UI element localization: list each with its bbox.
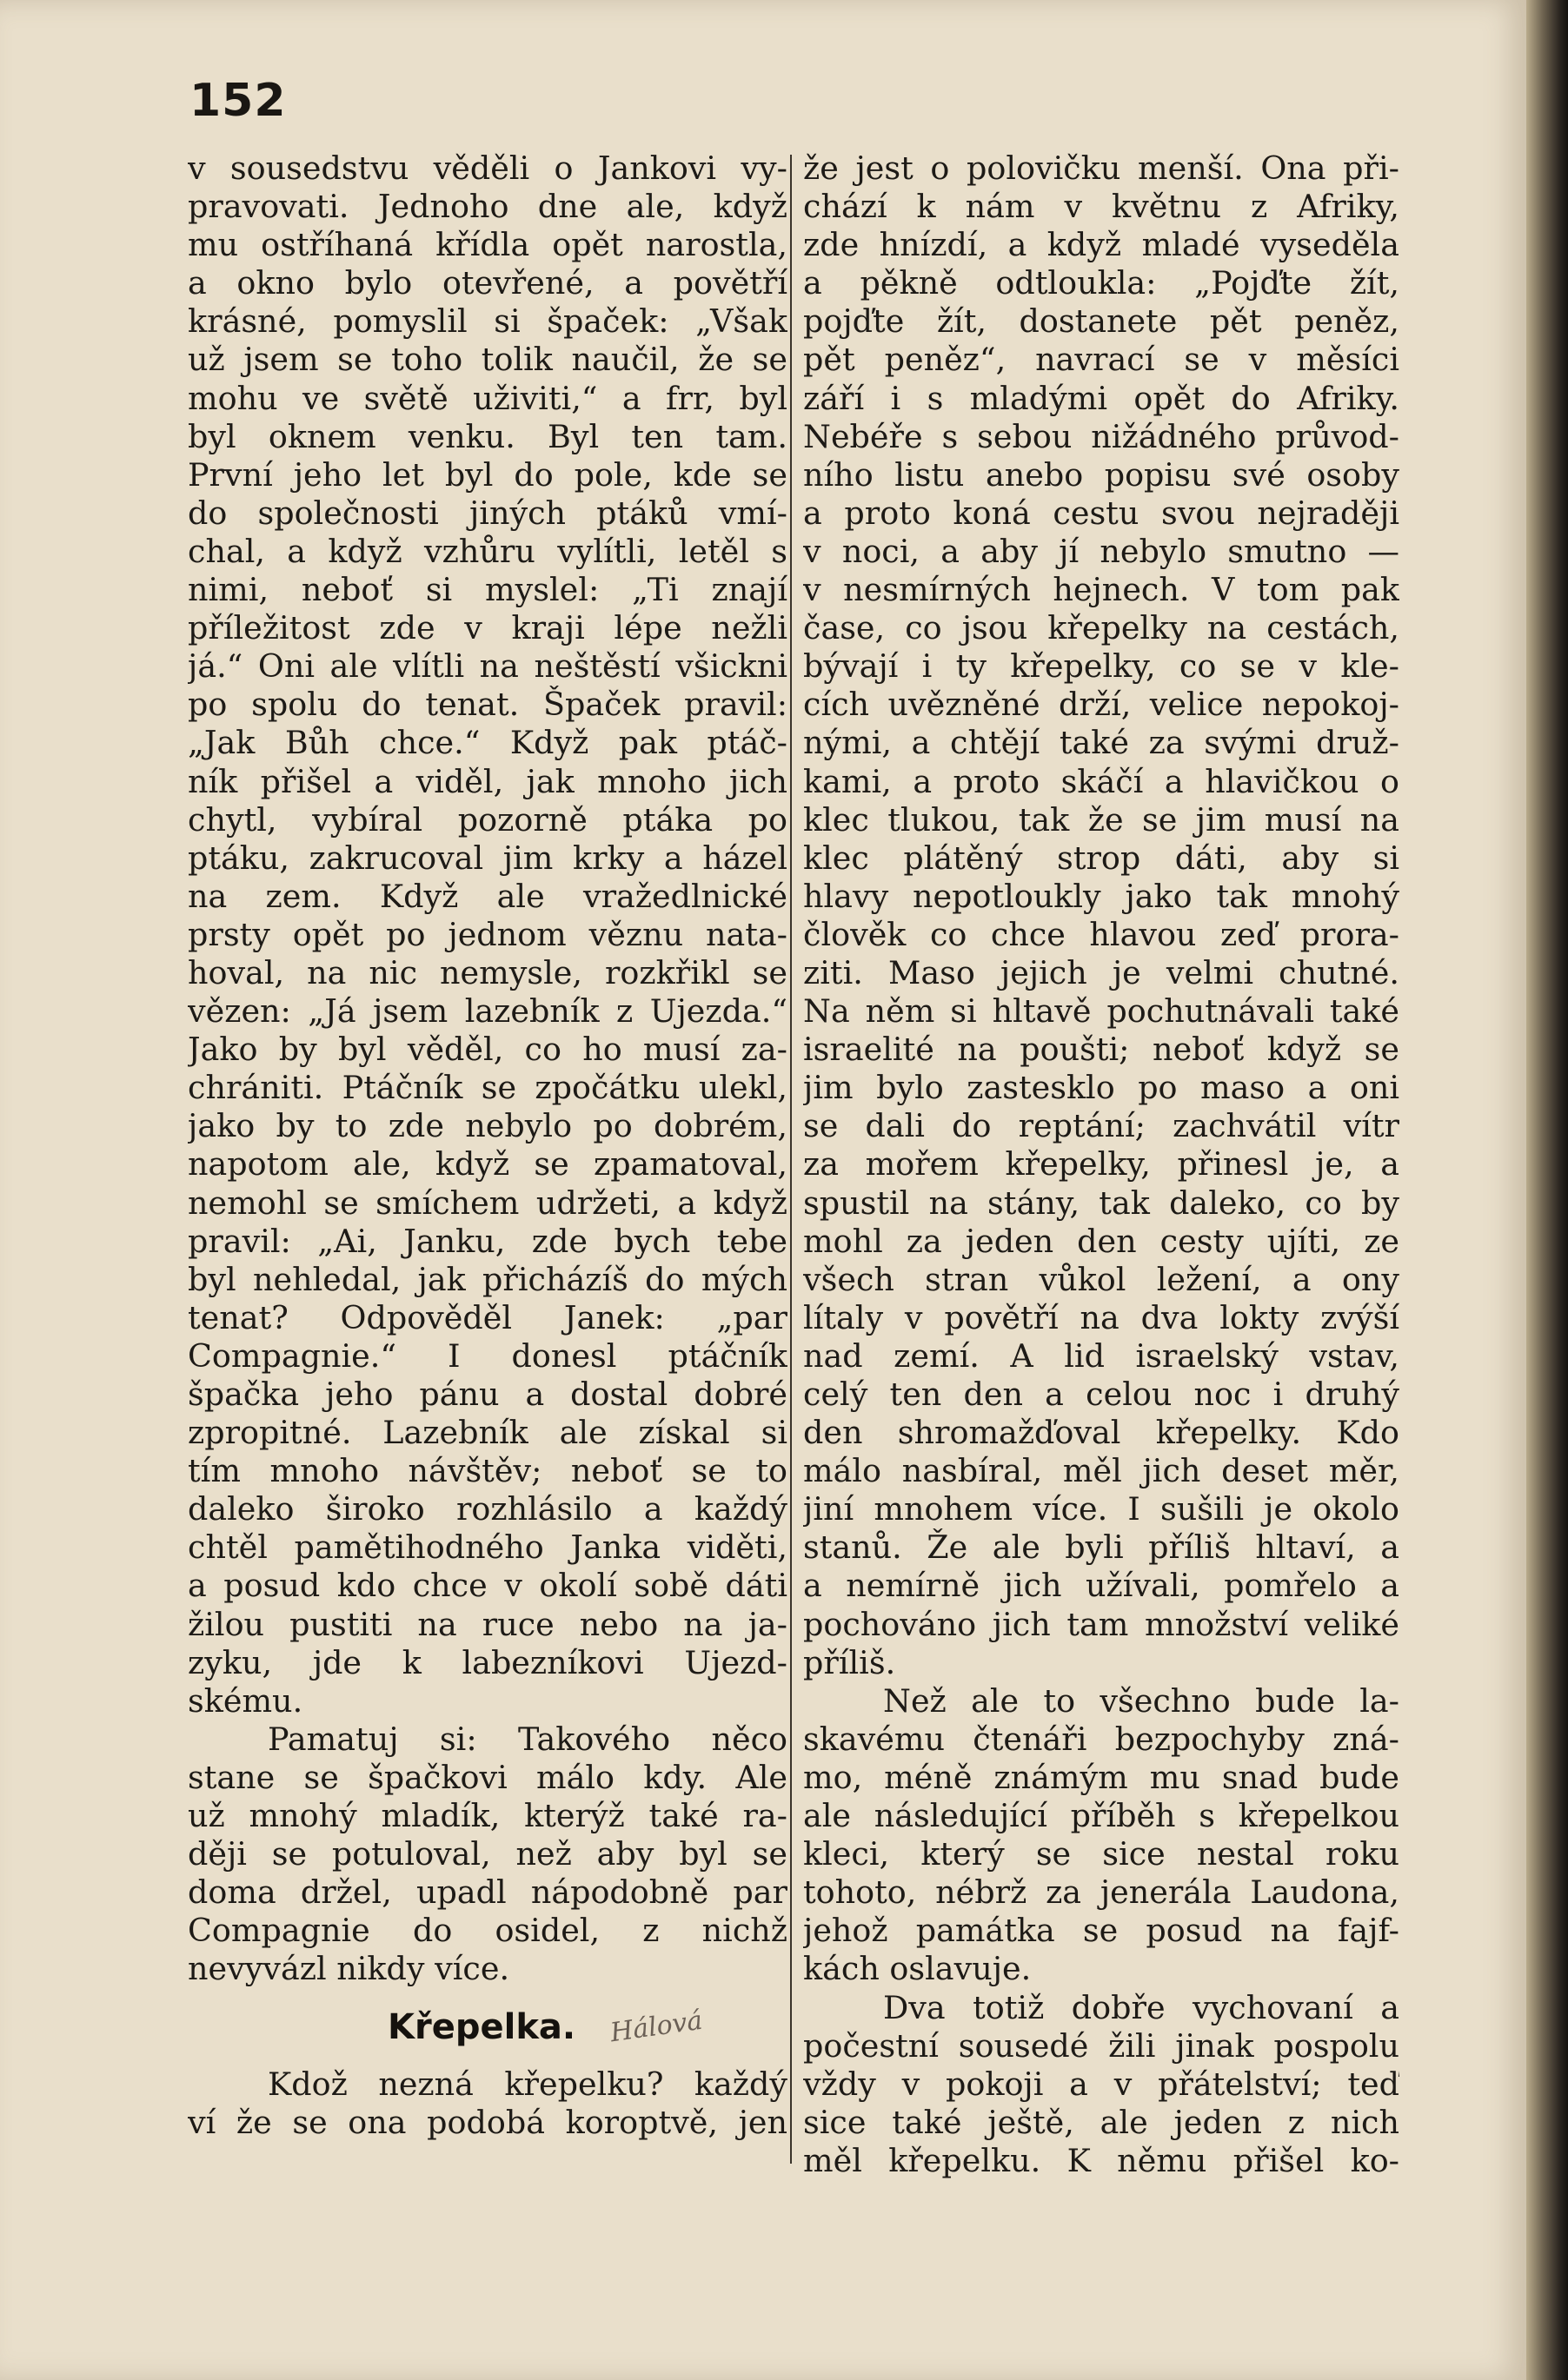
text-line: ví že se ona podobá koroptvě, jen <box>188 2103 787 2141</box>
text-line: nemohl se smíchem udržeti, a když <box>188 1183 787 1222</box>
text-line: v nesmírných hejnech. V tom pak <box>803 571 1399 609</box>
text-line: už mnohý mladík, kterýž také ra- <box>188 1797 787 1835</box>
text-line: Jako by byl věděl, co ho musí za- <box>188 1031 787 1069</box>
text-line: jako by to zde nebylo po dobrém, <box>188 1107 787 1145</box>
text-line: První jeho let byl do pole, kde se <box>188 455 787 494</box>
text-line: pravil: „Ai, Janku, zde bych tebe <box>188 1222 787 1260</box>
text-line: kách oslavuje. <box>803 1950 1032 1988</box>
text-line: ziti. Maso jejich je velmi chutné. <box>803 953 1399 991</box>
text-line: tenat? Odpověděl Janek: „par <box>188 1298 787 1336</box>
text-line: lítaly v povětří na dva lokty zvýší <box>803 1298 1399 1336</box>
text-line: chází k nám v květnu z Afriky, <box>803 188 1399 226</box>
text-line: Compagnie.“ I donesl ptáčník <box>188 1336 787 1375</box>
text-line: spustil na stány, tak daleko, co by <box>803 1183 1399 1222</box>
text-line: byl oknem venku. Byl ten tam. <box>188 417 787 455</box>
text-line: pojďte žít, dostanete pět peněz, <box>803 302 1399 341</box>
text-line: mu ostříhaná křídla opět narostla, <box>188 226 787 264</box>
text-line: zyku, jde k labezníkovi Ujezd- <box>188 1643 787 1681</box>
text-line: a posud kdo chce v okolí sobě dáti <box>188 1567 787 1605</box>
text-line: napotom ale, když se zpamatoval, <box>188 1145 787 1183</box>
text-line: vězen: „Já jsem lazebník z Ujezda.“ <box>188 992 787 1031</box>
text-line: kami, a proto skáčí a hlavičkou o <box>803 762 1399 800</box>
text-line: ptáku, zakrucoval jim krky a házel <box>188 839 787 877</box>
text-line: se dali do reptání; zachvátil vítr <box>803 1107 1399 1145</box>
text-line: v noci, a aby jí nebylo smutno — <box>803 532 1399 570</box>
book-edge <box>1526 0 1568 2380</box>
text-line: ník přišel a viděl, jak mnoho jich <box>188 762 787 800</box>
text-line: zde hnízdí, a když mladé vyseděla <box>803 226 1399 264</box>
text-line: za mořem křepelky, přinesl je, a <box>803 1145 1399 1183</box>
text-line: do společnosti jiných ptáků vmí- <box>188 494 787 532</box>
text-line: kleci, který se sice nestal roku <box>803 1835 1399 1873</box>
text-line: doma držel, upadl nápodobně par <box>188 1873 787 1912</box>
page-number: 152 <box>189 75 287 127</box>
text-line: israelité na poušti; neboť když se <box>803 1031 1399 1069</box>
text-line: daleko široko rozhlásilo a každý <box>188 1490 787 1528</box>
text-line: měl křepelku. K němu přišel ko- <box>803 2141 1399 2179</box>
text-line: a pěkně odtloukla: „Pojďte žít, <box>803 264 1399 302</box>
text-line: Nebéře s sebou nižádného průvod- <box>803 417 1399 455</box>
text-line: klec plátěný strop dáti, aby si <box>803 839 1399 877</box>
text-line: bývají i ty křepelky, co se v kle- <box>803 647 1399 686</box>
text-line: nad zemí. A lid israelský vstav, <box>803 1336 1399 1375</box>
text-line: že jest o polovičku menší. Ona při- <box>803 149 1399 187</box>
text-line: málo nasbíral, měl jich deset měr, <box>803 1452 1399 1490</box>
text-line: chtěl pamětihodného Janka viděti, <box>188 1528 787 1567</box>
text-line: na zem. Když ale vražedlnické <box>188 877 787 915</box>
section-heading: Křepelka. <box>388 2006 576 2047</box>
handwritten-annotation: Hálová <box>608 2005 705 2048</box>
text-line: cích uvězněné drží, velice nepokoj- <box>803 686 1399 724</box>
text-line: nimi, neboť si myslel: „Ti znají <box>188 571 787 609</box>
text-line: já.“ Oni ale vlítli na neštěstí všickni <box>188 647 787 686</box>
text-line: prsty opět po jednom věznu nata- <box>188 915 787 953</box>
left-column <box>188 149 787 2142</box>
text-line: žilou pustiti na ruce nebo na ja- <box>188 1605 787 1643</box>
text-line: skavému čtenáři bezpochyby zná- <box>803 1720 1399 1758</box>
text-line: jim bylo zastesklo po maso a oni <box>803 1069 1399 1107</box>
text-line: Než ale to všechno bude la- <box>883 1681 1399 1720</box>
text-line: hoval, na nic nemysle, rozkřikl se <box>188 953 787 991</box>
text-line: a nemírně jich užívali, pomřelo a <box>803 1567 1399 1605</box>
text-line: tohoto, nébrž za jenerála Laudona, <box>803 1873 1399 1912</box>
right-column <box>803 149 1399 2180</box>
text-line: čase, co jsou křepelky na cestách, <box>803 609 1399 647</box>
text-line: ale následující příběh s křepelkou <box>803 1797 1399 1835</box>
text-line: „Jak Bůh chce.“ Když pak ptáč- <box>188 724 787 762</box>
text-line: mohu ve světě uživiti,“ a frr, byl <box>188 379 787 417</box>
text-line: jiní mnohem více. I sušili je okolo <box>803 1490 1399 1528</box>
text-line: chrániti. Ptáčník se zpočátku ulekl, <box>188 1069 787 1107</box>
text-line: byl nehledal, jak přicházíš do mých <box>188 1260 787 1298</box>
text-line: nevyvázl nikdy více. <box>188 1950 510 1988</box>
text-line: září i s mladými opět do Afriky. <box>803 379 1399 417</box>
text-line: klec tlukou, tak že se jim musí na <box>803 800 1399 839</box>
text-line: v sousedstvu věděli o Jankovi vy- <box>188 149 787 187</box>
text-line: krásné, pomyslil si špaček: „Však <box>188 302 787 341</box>
text-line: Kdož nezná křepelku? každý <box>268 2065 787 2103</box>
text-line: den shromažďoval křepelky. Kdo <box>803 1414 1399 1452</box>
text-line: Pamatuj si: Takového něco <box>268 1720 787 1758</box>
text-line: a proto koná cestu svou nejraději <box>803 494 1399 532</box>
text-line: už jsem se toho tolik naučil, že se <box>188 341 787 379</box>
text-line: a okno bylo otevřené, a povětří <box>188 264 787 302</box>
section-heading-row <box>188 1989 787 2065</box>
text-line: zpropitné. Lazebník ale získal si <box>188 1414 787 1452</box>
text-line: všech stran vůkol ležení, a ony <box>803 1260 1399 1298</box>
text-line: člověk co chce hlavou zeď prora- <box>803 915 1399 953</box>
text-line: jehož památka se posud na fajf- <box>803 1912 1399 1950</box>
text-line: ději se potuloval, než aby byl se <box>188 1835 787 1873</box>
text-line: nými, a chtějí také za svými druž- <box>803 724 1399 762</box>
text-line: pět peněz“, navrací se v měsíci <box>803 341 1399 379</box>
column-divider <box>790 155 792 2164</box>
text-line: chal, a když vzhůru vylítli, letěl s <box>188 532 787 570</box>
text-line: pochováno jich tam množství veliké <box>803 1605 1399 1643</box>
text-line: stanů. Že ale byli příliš hltaví, a <box>803 1528 1399 1567</box>
text-line: tím mnoho návštěv; neboť se to <box>188 1452 787 1490</box>
text-line: mohl za jeden den cesty ujíti, ze <box>803 1222 1399 1260</box>
text-line: Compagnie do osidel, z nichž <box>188 1912 787 1950</box>
text-line: po spolu do tenat. Špaček pravil: <box>188 686 787 724</box>
text-line: vždy v pokoji a v přátelství; teď <box>803 2065 1399 2103</box>
text-line: počestní sousedé žili jinak pospolu <box>803 2026 1399 2065</box>
text-line: příležitost zde v kraji lépe nežli <box>188 609 787 647</box>
text-line: sice také ještě, ale jeden z nich <box>803 2103 1399 2141</box>
text-line: Dva totiž dobře vychovaní a <box>883 1988 1399 2026</box>
text-line: hlavy nepotloukly jako tak mnohý <box>803 877 1399 915</box>
text-line: celý ten den a celou noc i druhý <box>803 1376 1399 1413</box>
text-line: ního listu anebo popisu své osoby <box>803 455 1399 494</box>
text-line: příliš. <box>803 1643 896 1681</box>
text-line: skému. <box>188 1681 303 1720</box>
text-line: stane se špačkovi málo kdy. Ale <box>188 1758 787 1796</box>
text-line: mo, méně známým mu snad bude <box>803 1758 1399 1796</box>
text-line: špačka jeho pánu a dostal dobré <box>188 1376 787 1413</box>
text-line: pravovati. Jednoho dne ale, když <box>188 188 787 226</box>
text-line: chytl, vybíral pozorně ptáka po <box>188 800 787 839</box>
text-line: Na něm si hltavě pochutnávali také <box>803 992 1399 1031</box>
